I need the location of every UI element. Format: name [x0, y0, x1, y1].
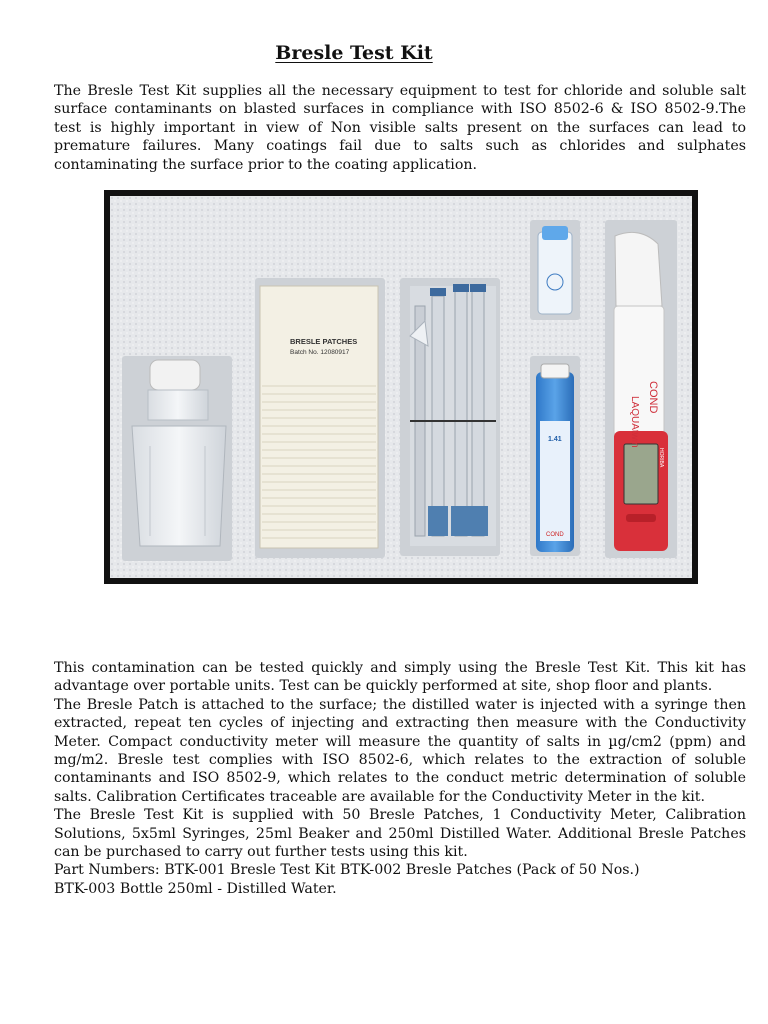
bresle-patches-pack	[260, 286, 378, 548]
body-line: Part Numbers: BTK-001 Bresle Test Kit BTK-002 Bresle Patches (Pack of 50 Nos.)	[54, 862, 640, 879]
meter-model: COND	[647, 381, 659, 414]
solution-model: COND	[546, 532, 564, 538]
kit-photo	[104, 190, 698, 584]
calibration-solution-large	[536, 364, 574, 552]
intro-paragraph: The Bresle Test Kit supplies all the necessary equipment to test for chloride and soluble salt surface contaminants on blasted surfaces in compliance with ISO 8502-6 & ISO 8502-9.The test is highly important in view of Non visible salts present on the surfaces can lead to premature failures. Many coatings fail due to salts such as chlorides and sulphates contaminating the surface prior to the coating application.	[54, 83, 746, 173]
meter-brand: LAQUAtwin	[629, 396, 640, 448]
body-paragraph	[54, 659, 746, 898]
patches-batch: Batch No. 12080917	[290, 349, 350, 356]
solution-label: 1.41	[548, 436, 562, 443]
calibration-solution-small	[538, 226, 572, 314]
body-line: This contamination can be tested quickly and simply using the Bresle Test Kit. This kit has advantage over portable units. Test can be quickly performed at site, shop floor and plants.	[54, 660, 746, 695]
kit-photo-illustration	[110, 196, 692, 578]
body-line: The Bresle Patch is attached to the surface; the distilled water is injected with a syringe then extracted, repeat ten cycles of injecting and extracting then measure with the Conductivity Meter. Compact conductivity meter will measure the quantity of salts in µg/cm2 (ppm) and mg/m2. Bresle test complies with ISO 8502-6, which relates to the extraction of soluble contaminants and ISO 8502-9, which relates to the conduct metric determination of soluble salts. Calibration Certificates traceable are available for the Conductivity Meter in the kit.	[54, 696, 746, 805]
body-line: The Bresle Test Kit is supplied with 50 Bresle Patches, 1 Conductivity Meter, Calibration Solutions, 5x5ml Syringes, 25ml Beaker and 250ml Distilled Water. Additional Bresle Patches can be purchased to carry out further tests using this kit.	[54, 807, 746, 861]
patches-label: BRESLE PATCHES	[290, 337, 358, 346]
syringes	[410, 284, 496, 546]
meter-maker: HORIBA	[658, 448, 664, 468]
conductivity-meter	[614, 232, 668, 551]
body-line: BTK-003 Bottle 250ml - Distilled Water.	[54, 880, 337, 897]
page-title: Bresle Test Kit	[275, 42, 433, 64]
